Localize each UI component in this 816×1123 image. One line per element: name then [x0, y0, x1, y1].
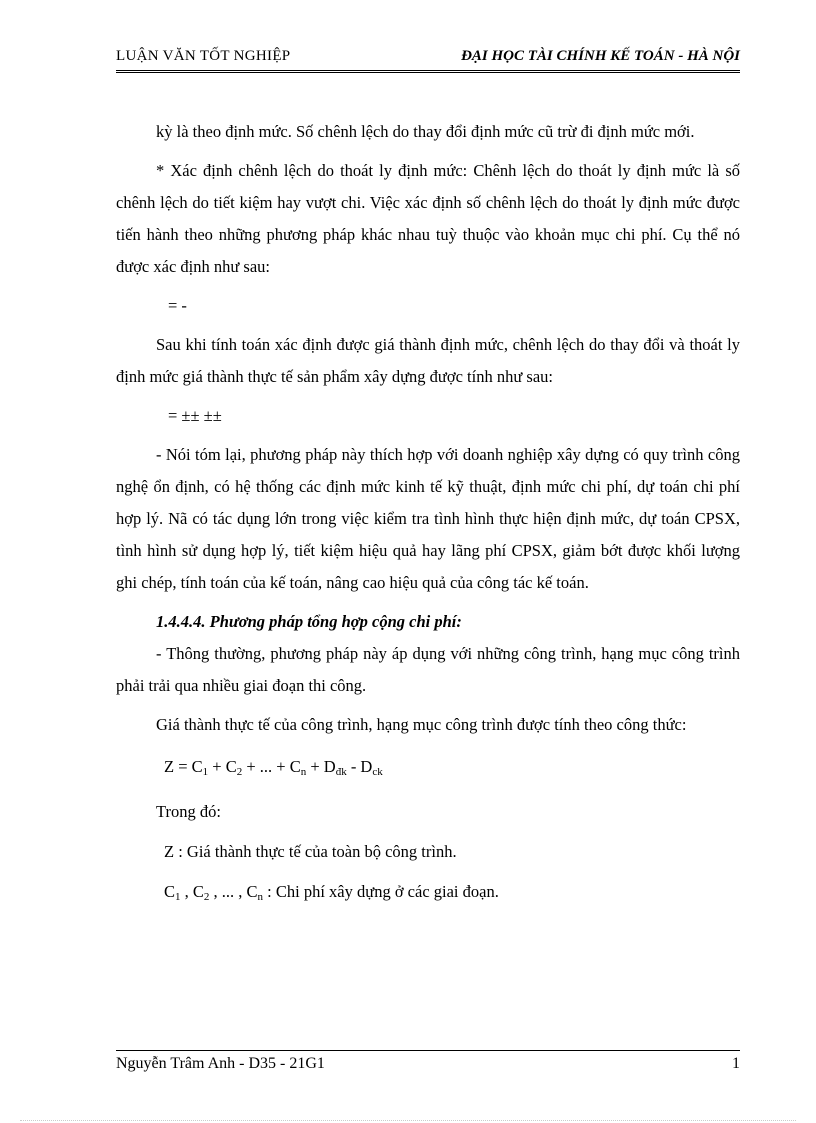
paragraph-1: kỳ là theo định mức. Số chênh lệch do thay đổi định mức cũ trừ đi định mức mới.	[156, 122, 695, 141]
equation-2: = ±± ±±	[168, 406, 222, 425]
formula-part: - D	[346, 757, 373, 776]
page-edge	[20, 1120, 796, 1121]
def-part: , ... , C	[209, 882, 258, 901]
formula-part: + C	[208, 757, 237, 776]
paragraph-4: - Nói tóm lại, phương pháp này thích hợp với doanh nghiệp xây dựng có quy trình công nghệ ổn định, có hệ thống các định mức kinh tế kỹ thuật, định mức chi phí, dự toán chi phí hợp lý. Nã có tác dụng lớn trong việc kiểm tra tình hình thực hiện định mức, dự toán CPSX, tình hình sử dụng hợp lý, tiết kiệm hiệu quả hay lãng phí CPSX, giảm bớt được khối lượng ghi chép, tính toán của kế toán, nâng cao hiệu quả của công tác kế toán.	[116, 445, 740, 592]
section-heading: 1.4.4.4. Phương pháp tổng hợp cộng chi phí:	[156, 612, 462, 631]
paragraph-3: Sau khi tính toán xác định được giá thành định mức, chênh lệch do thay đổi và thoát ly định mức giá thành thực tế sản phẩm xây dựng được tính như sau:	[116, 335, 740, 386]
paragraph-5: - Thông thường, phương pháp này áp dụng với những công trình, hạng mục công trình phải trải qua nhiều giai đoạn thi công.	[116, 644, 740, 695]
header-university-label: ĐẠI HỌC TÀI CHÍNH KẾ TOÁN - HÀ NỘI	[461, 48, 740, 64]
formula-subscript: đk	[335, 766, 347, 778]
header-rule	[116, 70, 740, 73]
formula-part: Z = C	[164, 757, 203, 776]
page-number: 1	[732, 1055, 740, 1072]
formula-subscript: ck	[372, 766, 383, 778]
def-subscript: 2	[203, 891, 210, 903]
formula-part: + D	[306, 757, 336, 776]
paragraph-2: * Xác định chênh lệch do thoát ly định mức: Chênh lệch do thoát ly định mức là số chênh lệch do tiết kiệm hay vượt chi. Việc xác định số chênh lệch do thoát ly định mức được tiến hành theo những phương pháp khác nhau tuỳ thuộc vào khoản mục chi phí. Cụ thể nó được xác định như sau:	[116, 161, 740, 276]
paragraph-6: Giá thành thực tế của công trình, hạng mục công trình được tính theo công thức:	[156, 715, 687, 734]
footer-rule	[116, 1050, 740, 1051]
def-part: , C	[180, 882, 204, 901]
formula-subscript: 2	[236, 766, 243, 778]
header-thesis-label: LUẬN VĂN TỐT NGHIỆP	[116, 48, 291, 64]
cost-formula	[116, 751, 740, 788]
formula-subscript: n	[300, 766, 307, 778]
where-label: Trong đó:	[156, 802, 221, 821]
equation-1: = -	[168, 296, 187, 315]
definition-z: Z : Giá thành thực tế của toàn bộ công trình.	[164, 842, 457, 861]
def-part: C	[164, 882, 176, 901]
def-subscript: n	[257, 891, 264, 903]
footer-author: Nguyễn Trâm Anh - D35 - 21G1	[116, 1055, 325, 1072]
def-part: : Chi phí xây dựng ở các giai đoạn.	[263, 882, 499, 901]
formula-subscript: 1	[202, 766, 209, 778]
definition-c	[116, 876, 740, 913]
def-subscript: 1	[175, 891, 181, 903]
document-body	[116, 116, 740, 913]
formula-part: + ... + C	[242, 757, 301, 776]
page-header	[116, 48, 740, 68]
